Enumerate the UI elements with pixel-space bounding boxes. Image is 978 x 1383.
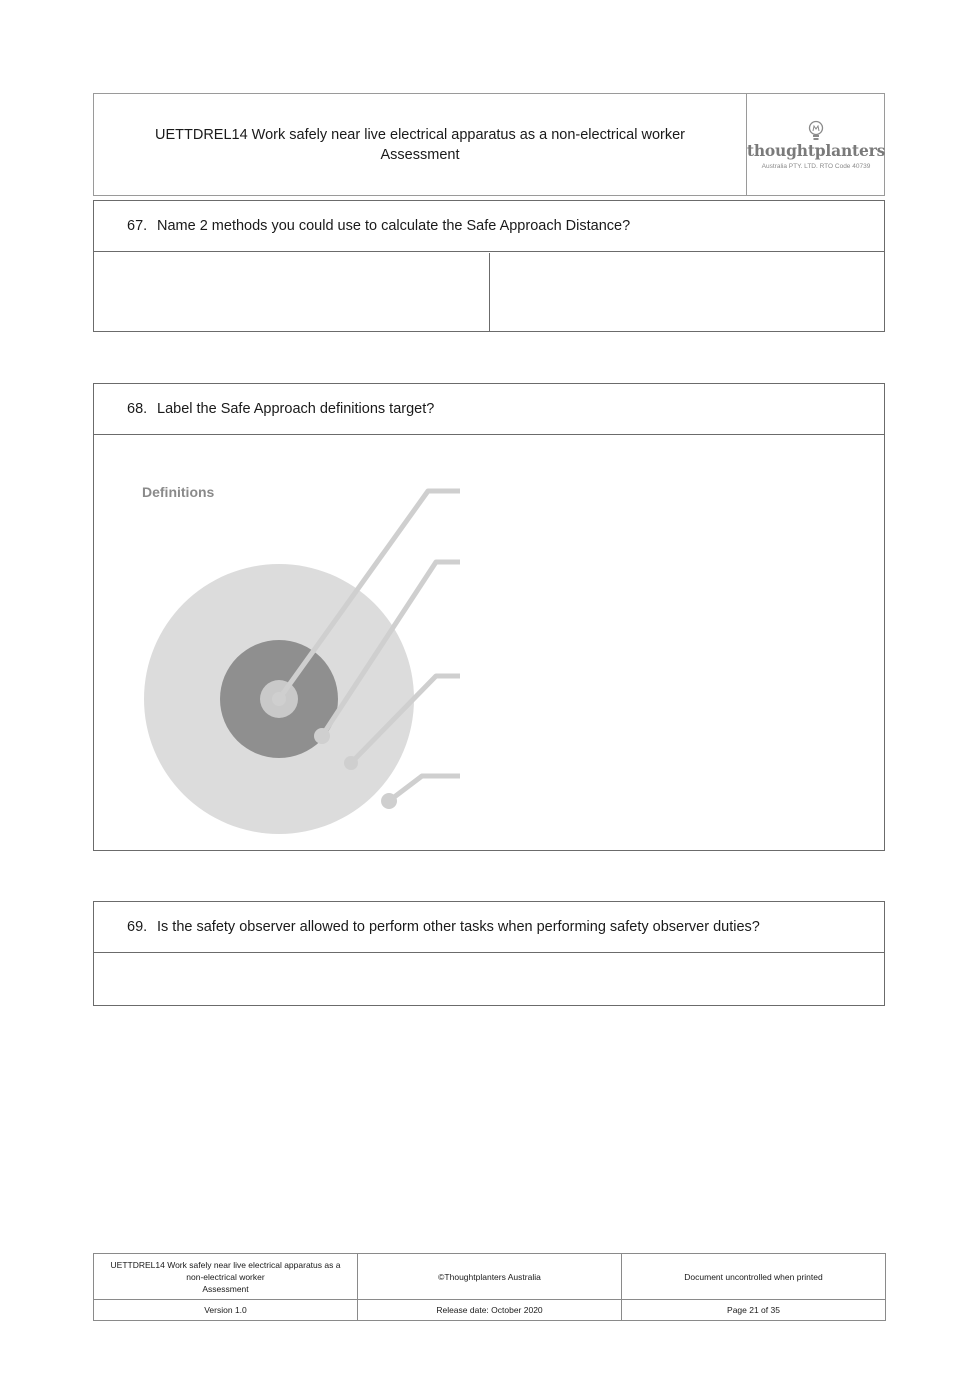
header-title <box>94 94 746 195</box>
question-67 <box>93 200 885 332</box>
question-text: Name 2 methods you could use to calculate the Safe Approach Distance? <box>157 218 631 234</box>
logo-wordmark: thoughtplanters <box>746 140 886 160</box>
label-answer-1[interactable] <box>464 474 864 504</box>
question-number: 68. <box>127 401 148 417</box>
answer-field-method-2[interactable] <box>490 253 884 331</box>
question-text: Label the Safe Approach definitions target? <box>157 401 435 417</box>
footer-copyright: ©Thoughtplanters Australia <box>358 1254 622 1300</box>
safe-approach-target-diagram <box>94 436 884 850</box>
header-title-line1: UETTDREL14 Work safely near live electrical apparatus as a non-electrical worker <box>154 126 685 143</box>
leader-dot-4 <box>381 793 397 809</box>
answer-field[interactable] <box>94 954 884 1005</box>
question-number: 67. <box>127 218 148 234</box>
question-67-prompt <box>94 201 884 252</box>
label-answer-3[interactable] <box>464 660 864 690</box>
leader-dot-2 <box>314 728 330 744</box>
label-answer-4[interactable] <box>464 760 864 790</box>
label-answer-2[interactable] <box>464 546 864 576</box>
question-68-prompt <box>94 384 884 435</box>
company-logo <box>746 94 885 195</box>
footer-unit-line2: non-electrical worker <box>186 1271 265 1282</box>
logo-subtitle: Australia PTY. LTD. RTO Code 40739 <box>761 162 871 170</box>
footer-page-number: Page 21 of 35 <box>727 1305 780 1315</box>
header-title-line2: Assessment <box>380 146 460 163</box>
lightbulb-icon <box>808 120 824 142</box>
answer-field-method-1[interactable] <box>94 253 490 331</box>
question-number: 69. <box>127 919 148 935</box>
footer-unit-line1: UETTDREL14 Work safely near live electrical apparatus as a <box>110 1259 341 1270</box>
footer-unit-line3: Assessment <box>202 1283 249 1294</box>
leader-dot-1 <box>272 692 286 706</box>
leader-line-4 <box>389 776 460 801</box>
question-69 <box>93 901 885 1006</box>
question-68 <box>93 383 885 851</box>
footer-unit-title <box>94 1254 358 1300</box>
leader-dot-3 <box>344 756 358 770</box>
footer-version: Version 1.0 <box>94 1300 358 1320</box>
footer-release-date: Release date: October 2020 <box>358 1300 622 1320</box>
diagram-heading: Definitions <box>142 484 215 500</box>
question-69-prompt <box>94 902 884 953</box>
question-text: Is the safety observer allowed to perform other tasks when performing safety observer duties? <box>157 919 760 935</box>
document-footer <box>93 1253 886 1321</box>
footer-control-notice: Document uncontrolled when printed <box>622 1254 885 1300</box>
document-header <box>93 93 885 196</box>
